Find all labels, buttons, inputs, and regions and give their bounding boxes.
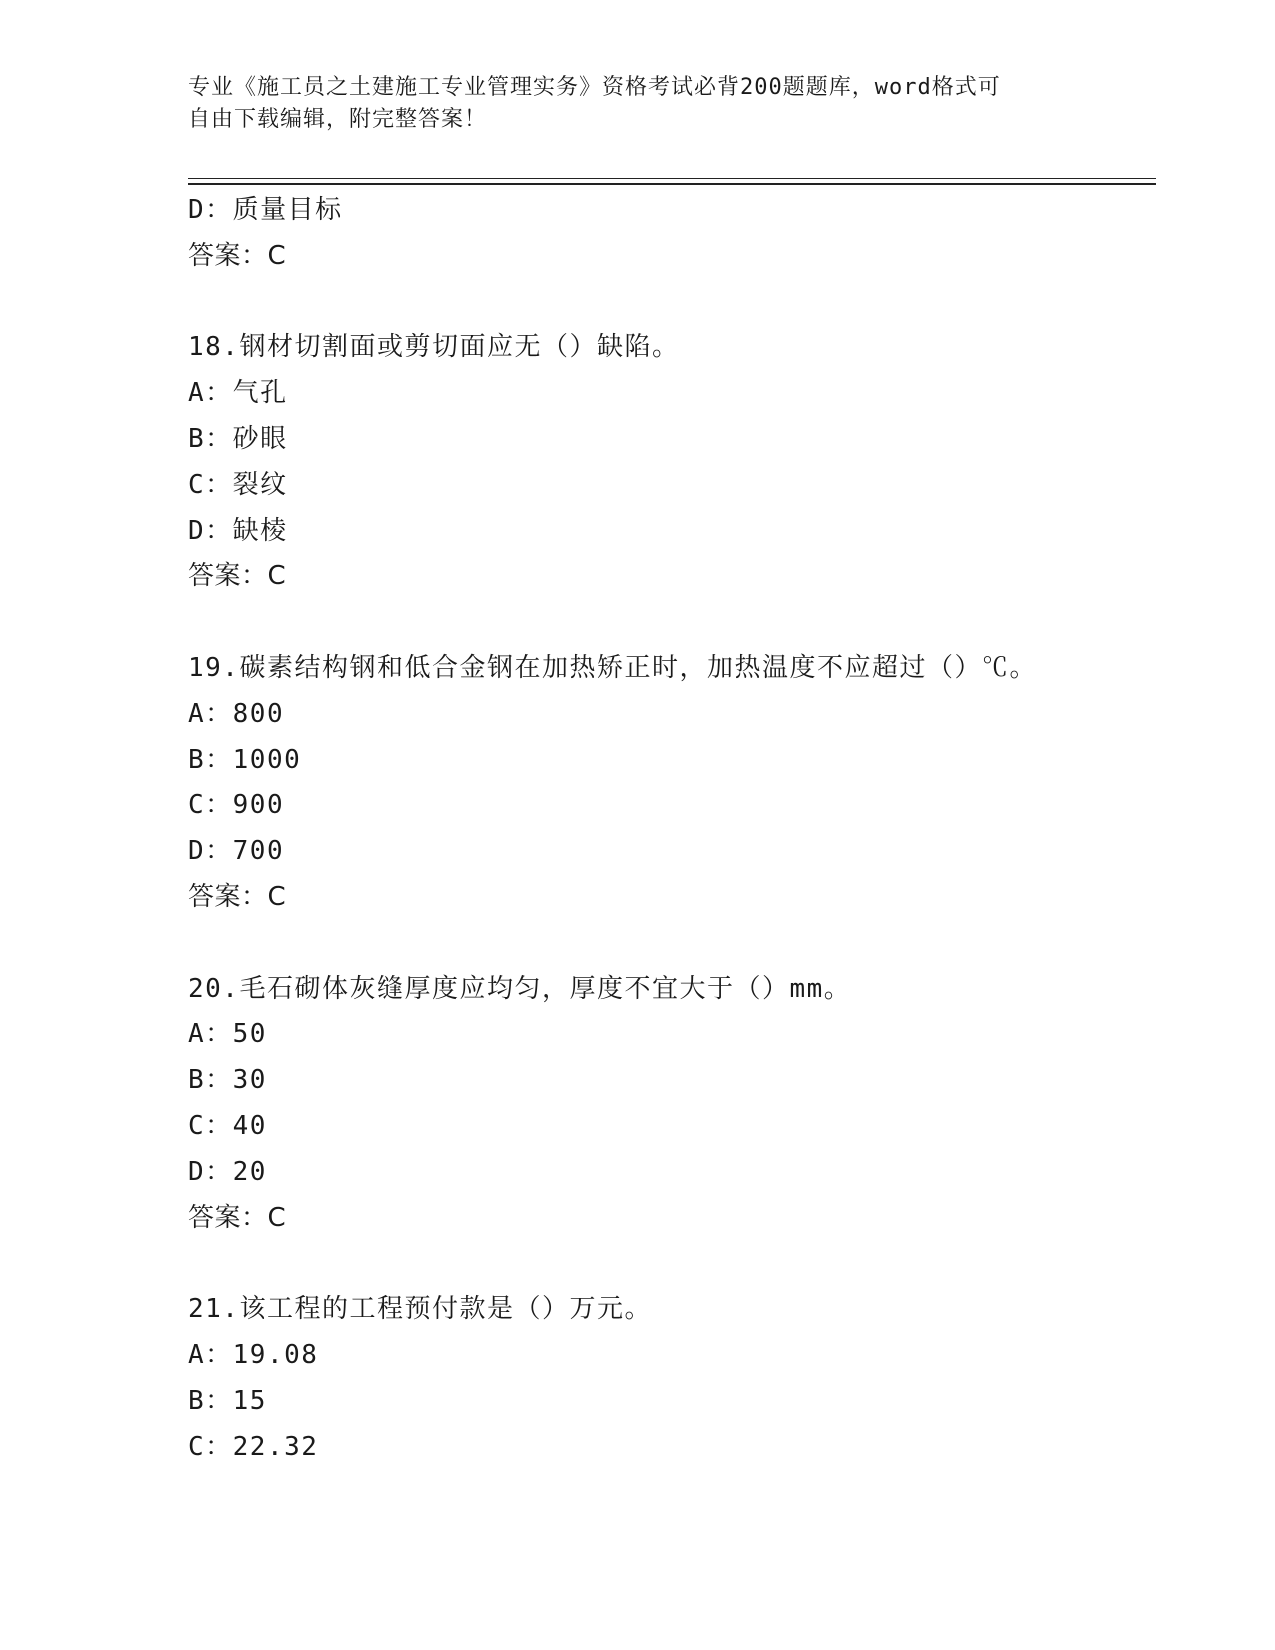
- question-20-option-d: D：20: [188, 1156, 267, 1187]
- question-19-option-c: C：900: [188, 790, 285, 821]
- header-rule-thick: [188, 183, 1156, 185]
- question-20-stem: 20.毛石砌体灰缝厚度应均匀，厚度不宜大于（）mm。: [188, 973, 852, 1004]
- question-19-option-a: A：800: [188, 698, 285, 729]
- question-18-option-b: B：砂眼: [188, 423, 288, 454]
- question-21-option-c: C：22.32: [188, 1431, 319, 1462]
- header-rule-thin: [188, 178, 1156, 179]
- header-line-2: 自由下载编辑，附完整答案！: [188, 107, 488, 132]
- document-header: [188, 72, 1068, 136]
- question-19-option-b: B：1000: [188, 744, 302, 775]
- spacer: [188, 921, 1148, 967]
- header-line-1: 专业《施工员之土建施工专业管理实务》资格考试必背200题题库，word格式可: [188, 75, 1001, 100]
- question-18-option-c: C：裂纹: [188, 469, 288, 500]
- prev-option-d: D：质量目标: [188, 195, 343, 225]
- question-18-answer: 答案：C: [188, 561, 287, 592]
- question-19-answer: 答案：C: [188, 881, 287, 912]
- question-21-option-a: A：19.08: [188, 1339, 319, 1370]
- question-20-answer: 答案：C: [188, 1202, 287, 1233]
- question-18-stem: 18.钢材切割面或剪切面应无（）缺陷。: [188, 332, 680, 363]
- question-19-stem: 19.碳素结构钢和低合金钢在加热矫正时，加热温度不应超过（）℃。: [188, 652, 1037, 683]
- question-19-option-d: D：700: [188, 836, 285, 867]
- question-21-option-b: B：15: [188, 1385, 267, 1416]
- spacer: [188, 1241, 1148, 1287]
- question-20-option-c: C：40: [188, 1110, 267, 1141]
- question-21-stem: 21.该工程的工程预付款是（）万元。: [188, 1294, 652, 1325]
- question-list: [188, 188, 1148, 1470]
- spacer: [188, 600, 1148, 646]
- prev-answer: 答案：C: [188, 240, 287, 271]
- spacer: [188, 280, 1148, 326]
- question-18-option-a: A：气孔: [188, 378, 288, 409]
- question-20-option-a: A：50: [188, 1019, 267, 1050]
- question-18-option-d: D：缺棱: [188, 515, 288, 546]
- question-20-option-b: B：30: [188, 1065, 267, 1096]
